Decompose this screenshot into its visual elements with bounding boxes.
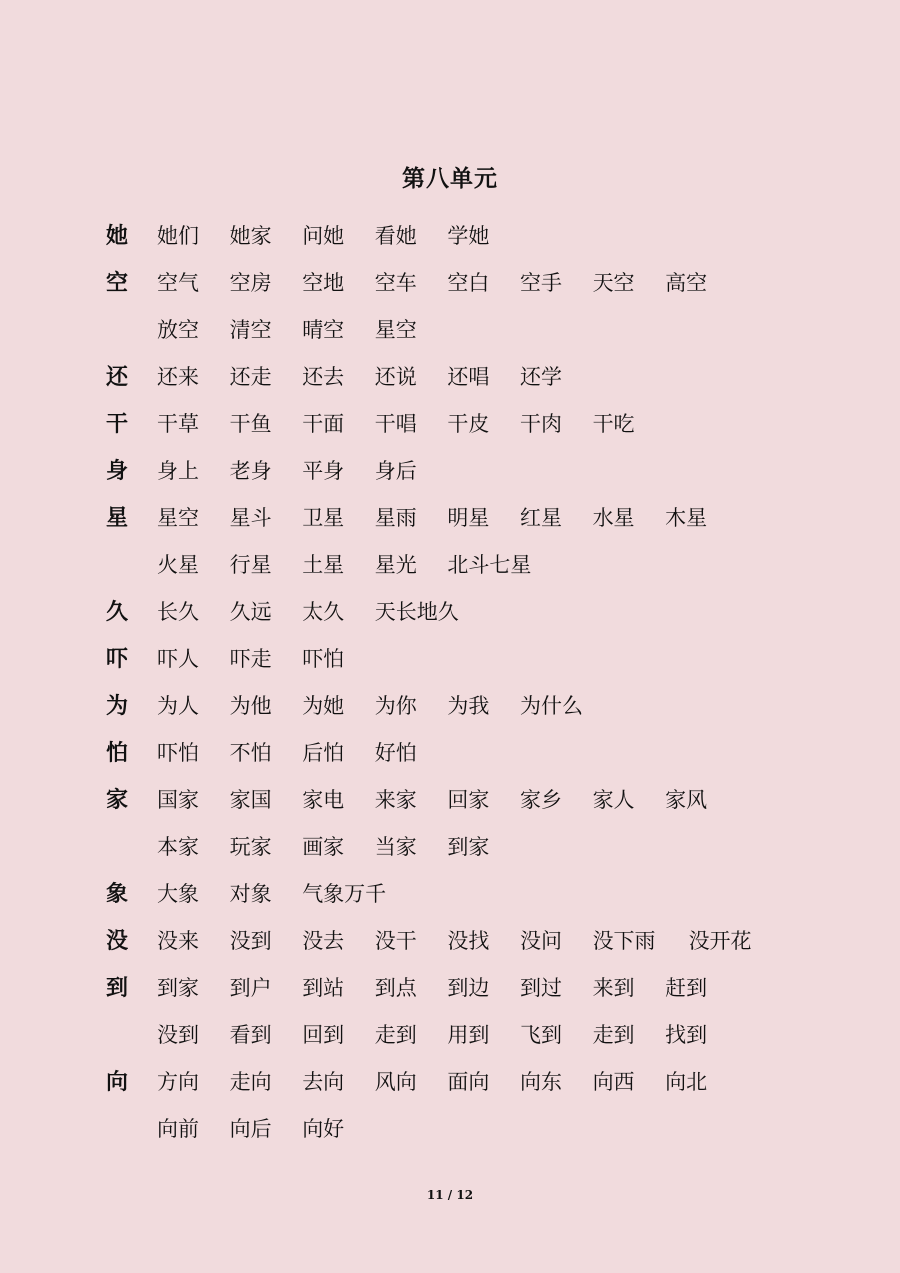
vocab-word: 红星 [519, 506, 562, 530]
word-list [157, 354, 805, 401]
word-list [157, 730, 805, 777]
vocab-entry [106, 401, 806, 448]
vocab-word: 吓走 [229, 647, 272, 671]
vocab-word: 放空 [157, 318, 199, 342]
vocab-word: 向好 [302, 1117, 345, 1141]
vocab-word: 当家 [374, 835, 417, 859]
vocab-word: 到家 [447, 835, 490, 859]
vocab-word: 北斗七星 [447, 553, 532, 577]
vocab-word: 本家 [157, 835, 199, 859]
vocab-word: 为她 [302, 694, 345, 718]
vocab-word: 空车 [374, 271, 417, 295]
vocab-word: 干皮 [447, 412, 490, 436]
vocab-word: 没下雨 [592, 929, 656, 953]
word-list [157, 589, 805, 636]
vocab-word: 老身 [229, 459, 272, 483]
vocab-word: 好怕 [374, 741, 417, 765]
vocab-word: 还走 [229, 365, 272, 389]
vocab-word: 干鱼 [229, 412, 272, 436]
vocab-entry [106, 448, 806, 495]
vocab-word: 干草 [157, 412, 199, 436]
head-character: 还 [106, 364, 129, 390]
vocab-entry [106, 260, 806, 354]
vocab-word: 星光 [374, 553, 417, 577]
vocab-entry [106, 354, 806, 401]
head-character: 她 [106, 223, 129, 249]
vocab-entry [106, 965, 806, 1059]
vocab-word: 干吃 [592, 412, 635, 436]
vocab-word: 还来 [157, 365, 199, 389]
word-list [157, 965, 805, 1059]
vocab-word: 回到 [302, 1023, 345, 1047]
vocab-word: 星空 [157, 506, 199, 530]
vocab-word: 到家 [157, 976, 199, 1000]
vocab-word: 卫星 [302, 506, 345, 530]
vocab-word: 后怕 [302, 741, 345, 765]
vocab-word: 风向 [374, 1070, 417, 1094]
word-list [157, 918, 805, 965]
word-list [157, 1059, 805, 1153]
vocab-word: 对象 [229, 882, 272, 906]
vocab-word: 星斗 [229, 506, 272, 530]
vocab-word: 晴空 [302, 318, 345, 342]
vocab-word: 火星 [157, 553, 199, 577]
vocab-word: 为你 [374, 694, 417, 718]
vocab-word: 水星 [592, 506, 635, 530]
vocab-word: 到过 [519, 976, 562, 1000]
vocab-word: 身上 [157, 459, 199, 483]
vocab-word: 家电 [302, 788, 345, 812]
head-character: 没 [106, 928, 129, 954]
vocab-word: 干唱 [374, 412, 417, 436]
head-character: 干 [106, 411, 129, 437]
vocab-word: 气象万千 [302, 882, 387, 906]
vocab-word: 高空 [665, 271, 708, 295]
vocab-word: 空手 [519, 271, 562, 295]
head-character: 身 [106, 458, 129, 484]
vocab-word: 看她 [374, 224, 417, 248]
vocab-word: 平身 [302, 459, 345, 483]
vocab-word: 空地 [302, 271, 345, 295]
vocab-word: 长久 [157, 600, 199, 624]
head-character: 象 [106, 881, 129, 907]
vocab-word: 面向 [447, 1070, 490, 1094]
vocab-word: 还去 [302, 365, 345, 389]
vocab-word: 明星 [447, 506, 490, 530]
vocab-word: 去向 [302, 1070, 345, 1094]
vocab-word: 吓人 [157, 647, 199, 671]
vocab-word: 不怕 [229, 741, 272, 765]
word-list [157, 495, 805, 589]
head-character: 久 [106, 599, 129, 625]
vocab-word: 来家 [374, 788, 417, 812]
word-list [157, 213, 805, 260]
vocab-word: 没来 [157, 929, 199, 953]
vocab-entry [106, 495, 806, 589]
vocab-word: 学她 [447, 224, 490, 248]
word-list [157, 260, 805, 354]
vocab-word: 大象 [157, 882, 199, 906]
vocab-entry [106, 918, 806, 965]
vocab-word: 太久 [302, 600, 345, 624]
vocab-word: 家乡 [519, 788, 562, 812]
vocab-entry [106, 683, 806, 730]
vocab-word: 没问 [519, 929, 562, 953]
vocab-word: 行星 [229, 553, 272, 577]
vocab-word: 到点 [374, 976, 417, 1000]
vocab-word: 家人 [592, 788, 635, 812]
vocab-entry [106, 213, 806, 260]
vocab-word: 没开花 [688, 929, 752, 953]
vocab-word: 走到 [374, 1023, 417, 1047]
vocab-word: 空房 [229, 271, 272, 295]
word-list [157, 636, 805, 683]
vocab-word: 到边 [447, 976, 490, 1000]
vocab-word: 玩家 [229, 835, 272, 859]
vocab-word: 清空 [229, 318, 272, 342]
vocab-entry [106, 871, 806, 918]
head-character: 吓 [106, 646, 129, 672]
head-character: 怕 [106, 740, 129, 766]
vocab-word: 来到 [592, 976, 635, 1000]
vocab-word: 回家 [447, 788, 490, 812]
vocab-word: 赶到 [665, 976, 708, 1000]
vocab-word: 星空 [374, 318, 417, 342]
vocab-word: 向前 [157, 1117, 199, 1141]
vocab-word: 干肉 [519, 412, 562, 436]
vocab-word: 天空 [592, 271, 635, 295]
vocab-word: 向后 [229, 1117, 272, 1141]
vocab-word: 为我 [447, 694, 490, 718]
vocab-word: 身后 [374, 459, 417, 483]
vocab-word: 还唱 [447, 365, 490, 389]
vocab-word: 为什么 [519, 694, 583, 718]
vocab-word: 到站 [302, 976, 345, 1000]
vocab-word: 家风 [665, 788, 708, 812]
vocab-word: 画家 [302, 835, 345, 859]
vocab-word: 没去 [302, 929, 345, 953]
vocab-word: 走向 [229, 1070, 272, 1094]
vocab-word: 空气 [157, 271, 199, 295]
vocab-entry [106, 636, 806, 683]
vocab-word: 国家 [157, 788, 199, 812]
word-list [157, 401, 805, 448]
vocab-word: 看到 [229, 1023, 272, 1047]
vocab-word: 向东 [519, 1070, 562, 1094]
vocab-entry [106, 730, 806, 777]
page-number: 11 / 12 [426, 1188, 474, 1202]
vocab-word: 没干 [374, 929, 417, 953]
vocab-word: 还说 [374, 365, 417, 389]
vocab-word: 方向 [157, 1070, 199, 1094]
vocab-word: 还学 [519, 365, 562, 389]
page-title: 第八单元 [402, 165, 498, 192]
vocab-word: 没到 [157, 1023, 199, 1047]
vocab-word: 问她 [302, 224, 345, 248]
vocab-word: 她们 [157, 224, 199, 248]
vocab-word: 走到 [592, 1023, 635, 1047]
vocab-word: 为他 [229, 694, 272, 718]
word-list [157, 871, 805, 918]
vocab-word: 星雨 [374, 506, 417, 530]
vocab-word: 吓怕 [302, 647, 345, 671]
vocab-word: 空白 [447, 271, 490, 295]
vocab-entry [106, 589, 806, 636]
head-character: 到 [106, 975, 129, 1001]
vocab-word: 没到 [229, 929, 272, 953]
vocab-word: 她家 [229, 224, 272, 248]
vocab-word: 土星 [302, 553, 345, 577]
head-character: 家 [106, 787, 129, 813]
vocab-word: 找到 [665, 1023, 708, 1047]
vocab-word: 飞到 [519, 1023, 562, 1047]
vocabulary-list [106, 213, 806, 1153]
vocab-word: 没找 [447, 929, 490, 953]
head-character: 空 [106, 270, 129, 296]
word-list [157, 448, 805, 495]
vocab-word: 向西 [592, 1070, 635, 1094]
head-character: 向 [106, 1069, 129, 1095]
word-list [157, 683, 805, 730]
word-list [157, 777, 805, 871]
vocab-word: 木星 [665, 506, 708, 530]
vocab-word: 吓怕 [157, 741, 199, 765]
vocab-word: 为人 [157, 694, 199, 718]
vocab-word: 家国 [229, 788, 272, 812]
vocab-word: 用到 [447, 1023, 490, 1047]
vocab-word: 天长地久 [374, 600, 459, 624]
vocab-entry [106, 1059, 806, 1153]
vocab-word: 向北 [665, 1070, 708, 1094]
vocab-word: 干面 [302, 412, 345, 436]
vocab-word: 久远 [229, 600, 272, 624]
vocab-entry [106, 777, 806, 871]
vocab-word: 到户 [229, 976, 272, 1000]
head-character: 为 [106, 693, 129, 719]
head-character: 星 [106, 505, 129, 531]
